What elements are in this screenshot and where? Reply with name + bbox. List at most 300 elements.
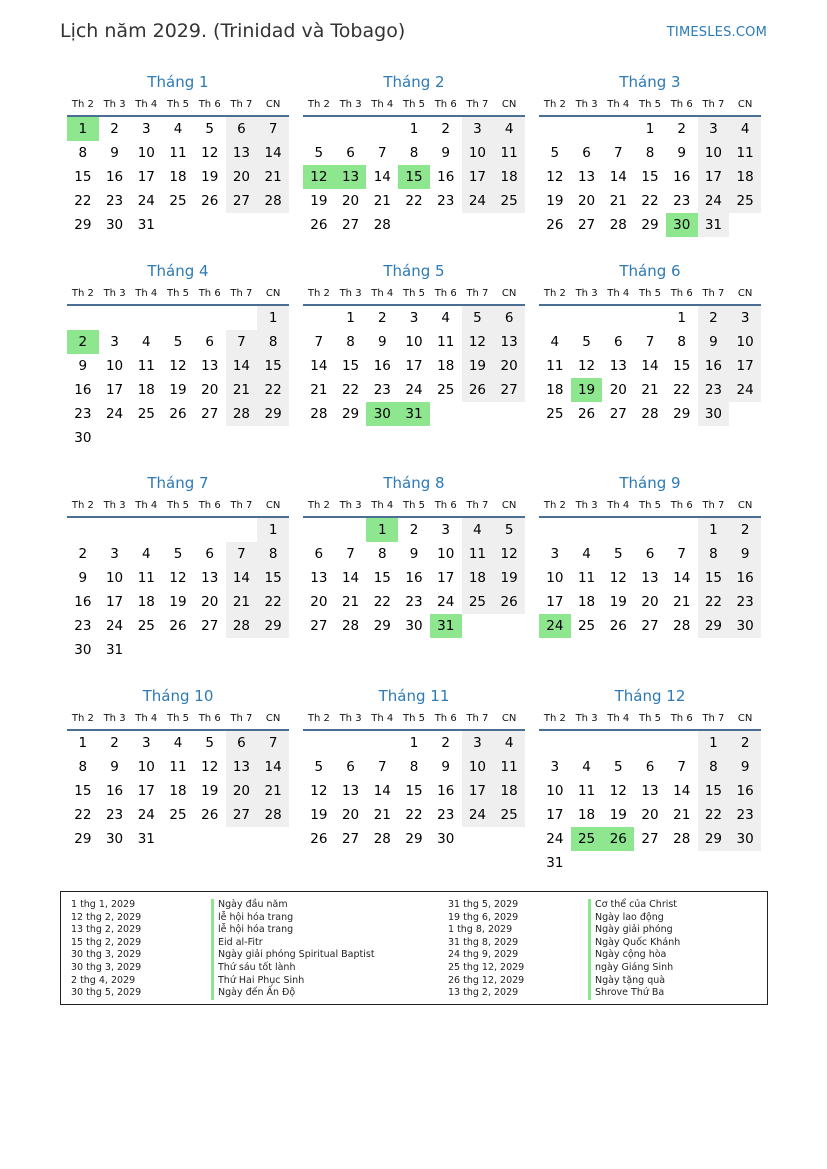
- weekday-label: Th 7: [702, 99, 725, 110]
- day-cell: 10: [462, 755, 494, 779]
- day-cell: 26: [201, 193, 219, 209]
- empty-cell: [602, 306, 634, 330]
- day-cell: 12: [493, 542, 525, 566]
- empty-cell: [634, 518, 666, 542]
- day-cell: 19: [310, 807, 328, 823]
- day-cell: 15: [405, 783, 423, 799]
- day-cell: 1: [645, 121, 655, 137]
- legend-holiday-name: Ngày giải phóng: [588, 924, 673, 937]
- day-cell: 4: [173, 735, 183, 751]
- weekday-label: Th 5: [638, 713, 661, 724]
- day-cell: 13: [226, 755, 258, 779]
- day-cell: 2: [729, 518, 761, 542]
- day-cell: 25: [493, 803, 525, 827]
- day-cell: 6: [645, 759, 655, 775]
- day-cell: 7: [226, 542, 258, 566]
- day-cell: 4: [462, 518, 494, 542]
- day-cell: 7: [645, 334, 655, 350]
- day-cell: 15: [641, 169, 659, 185]
- day-cell: 30: [105, 831, 124, 847]
- day-cell: 6: [645, 546, 655, 562]
- day-cell: 7: [314, 334, 324, 350]
- empty-cell: [602, 518, 634, 542]
- legend-holiday-name: Ngày đến Ấn Độ: [211, 987, 295, 1000]
- month-title: Tháng 12: [614, 687, 686, 705]
- day-cell: 25: [729, 189, 761, 213]
- day-cell: 26: [609, 618, 627, 634]
- month-block: [539, 684, 761, 875]
- empty-cell: [303, 518, 335, 542]
- weekday-header: [303, 283, 525, 306]
- legend-date: 1 thg 8, 2029: [448, 924, 513, 936]
- day-cell: 4: [582, 759, 591, 775]
- weekday-label: CN: [501, 288, 517, 299]
- day-cell: 26: [201, 807, 219, 823]
- legend-date: 2 thg 4, 2029: [71, 974, 136, 986]
- day-cell: 3: [550, 759, 560, 775]
- empty-cell: [539, 117, 571, 141]
- day-cell: 27: [493, 378, 525, 402]
- empty-cell: [194, 306, 226, 330]
- weekday-label: Th 5: [402, 288, 425, 299]
- day-cell: 25: [546, 406, 564, 422]
- day-cell: 7: [226, 330, 258, 354]
- legend-date: 25 thg 12, 2029: [448, 961, 525, 973]
- legend-holiday-name: Cơ thể của Christ: [588, 899, 677, 912]
- day-cell: 28: [257, 803, 289, 827]
- holiday-day: 31: [430, 614, 462, 638]
- day-grid: [67, 518, 289, 662]
- day-cell: 16: [373, 358, 391, 374]
- day-cell: 14: [673, 783, 691, 799]
- month-block: [539, 70, 761, 237]
- empty-cell: [571, 117, 603, 141]
- day-cell: 14: [673, 570, 691, 586]
- day-cell: 7: [677, 546, 686, 562]
- day-cell: 28: [673, 618, 691, 634]
- weekday-header: [539, 495, 761, 518]
- day-cell: 20: [641, 807, 659, 823]
- empty-cell: [303, 731, 335, 755]
- day-cell: 12: [169, 570, 187, 586]
- site-link[interactable]: TIMESLES.COM: [666, 25, 767, 40]
- weekday-label: Th 6: [198, 713, 221, 724]
- weekday-label: Th 6: [670, 713, 693, 724]
- day-cell: 9: [409, 546, 419, 562]
- day-cell: 27: [201, 406, 219, 422]
- legend-holiday-name: Shrove Thứ Ba: [588, 987, 664, 1000]
- month-title: Tháng 7: [147, 474, 209, 492]
- weekday-label: Th 5: [638, 500, 661, 511]
- day-cell: 6: [205, 546, 214, 562]
- weekday-header: [539, 94, 761, 117]
- weekday-label: Th 4: [135, 500, 158, 511]
- day-cell: 31: [546, 855, 564, 871]
- weekday-label: CN: [737, 713, 753, 724]
- day-cell: 2: [677, 121, 686, 137]
- weekday-label: Th 6: [198, 288, 221, 299]
- day-cell: 4: [173, 121, 183, 137]
- empty-cell: [335, 117, 367, 141]
- weekday-label: CN: [265, 713, 281, 724]
- legend-holiday-name: lễ hội hóa trang: [211, 924, 293, 937]
- month-title: Tháng 6: [619, 262, 681, 280]
- day-cell: 20: [609, 382, 627, 398]
- day-cell: 15: [74, 169, 92, 185]
- weekday-label: Th 5: [638, 99, 661, 110]
- day-cell: 20: [493, 354, 525, 378]
- legend-item: [71, 987, 375, 1000]
- weekday-header: [303, 495, 525, 518]
- day-cell: 8: [78, 145, 88, 161]
- day-cell: 21: [341, 594, 360, 610]
- day-cell: 1: [257, 306, 289, 330]
- day-cell: 17: [462, 779, 494, 803]
- day-cell: 18: [462, 566, 494, 590]
- day-cell: 25: [437, 382, 455, 398]
- weekday-label: Th 7: [466, 713, 489, 724]
- empty-cell: [194, 518, 226, 542]
- empty-cell: [99, 306, 131, 330]
- day-cell: 28: [373, 217, 391, 233]
- day-cell: 11: [169, 145, 187, 161]
- weekday-label: Th 6: [670, 500, 693, 511]
- day-cell: 28: [341, 618, 360, 634]
- day-cell: 19: [546, 193, 564, 209]
- day-cell: 19: [609, 807, 627, 823]
- day-cell: 20: [226, 165, 258, 189]
- day-cell: 2: [110, 121, 119, 137]
- day-cell: 10: [729, 330, 761, 354]
- empty-cell: [99, 518, 131, 542]
- legend-holiday-name: ngày Giáng Sinh: [588, 962, 673, 975]
- day-cell: 14: [641, 358, 659, 374]
- day-cell: 8: [377, 546, 387, 562]
- weekday-label: Th 3: [339, 99, 362, 110]
- day-cell: 12: [310, 783, 328, 799]
- day-cell: 11: [577, 783, 596, 799]
- weekday-label: Th 3: [575, 288, 598, 299]
- day-cell: 14: [609, 169, 627, 185]
- day-cell: 17: [546, 807, 564, 823]
- day-cell: 16: [698, 354, 730, 378]
- day-cell: 13: [310, 570, 328, 586]
- day-cell: 6: [314, 546, 324, 562]
- day-cell: 12: [201, 145, 219, 161]
- day-cell: 11: [137, 358, 155, 374]
- empty-cell: [634, 306, 666, 330]
- day-cell: 8: [677, 334, 686, 350]
- day-cell: 16: [437, 169, 455, 185]
- day-cell: 2: [441, 735, 450, 751]
- day-cell: 29: [74, 831, 92, 847]
- legend-holiday-name: Thứ Hai Phục Sinh: [211, 975, 304, 988]
- day-cell: 15: [698, 566, 730, 590]
- day-cell: 15: [257, 354, 289, 378]
- empty-cell: [162, 306, 194, 330]
- weekday-label: Th 7: [702, 500, 725, 511]
- legend-item: [71, 975, 375, 988]
- day-cell: 30: [437, 831, 455, 847]
- day-cell: 4: [550, 334, 560, 350]
- month-block: [303, 70, 525, 237]
- weekday-label: Th 3: [339, 288, 362, 299]
- day-cell: 4: [141, 546, 151, 562]
- day-cell: 15: [673, 358, 691, 374]
- legend-holiday-name: Ngày lao động: [588, 912, 664, 925]
- day-cell: 5: [173, 546, 183, 562]
- day-cell: 19: [201, 169, 219, 185]
- weekday-label: Th 2: [307, 99, 330, 110]
- day-cell: 5: [314, 759, 324, 775]
- day-cell: 30: [105, 217, 124, 233]
- day-cell: 12: [201, 759, 219, 775]
- day-cell: 4: [729, 117, 761, 141]
- legend-item: [71, 899, 375, 912]
- weekday-label: CN: [737, 500, 753, 511]
- day-cell: 6: [613, 334, 623, 350]
- day-cell: 18: [577, 807, 596, 823]
- day-cell: 22: [698, 803, 730, 827]
- day-cell: 22: [405, 807, 423, 823]
- day-cell: 23: [673, 193, 691, 209]
- day-cell: 29: [698, 827, 730, 851]
- empty-cell: [226, 518, 258, 542]
- day-cell: 7: [257, 117, 289, 141]
- day-cell: 26: [169, 406, 187, 422]
- day-cell: 1: [346, 310, 355, 326]
- day-cell: 23: [437, 193, 455, 209]
- day-cell: 31: [698, 213, 730, 237]
- day-cell: 2: [441, 121, 450, 137]
- day-cell: 27: [226, 803, 258, 827]
- day-grid: [539, 518, 761, 638]
- month-title: Tháng 2: [383, 73, 445, 91]
- weekday-label: Th 3: [103, 500, 126, 511]
- day-cell: 17: [729, 354, 761, 378]
- day-cell: 30: [698, 402, 730, 426]
- day-cell: 11: [137, 570, 155, 586]
- legend-item: [448, 924, 680, 937]
- day-cell: 5: [613, 759, 623, 775]
- weekday-label: Th 4: [371, 288, 394, 299]
- day-cell: 10: [462, 141, 494, 165]
- month-block: [303, 684, 525, 851]
- weekday-label: Th 7: [230, 288, 253, 299]
- legend-date: 19 thg 6, 2029: [448, 911, 519, 923]
- day-cell: 23: [729, 590, 761, 614]
- legend-holiday-name: Ngày cộng hòa: [588, 949, 666, 962]
- day-grid: [303, 117, 525, 237]
- weekday-label: Th 4: [607, 713, 630, 724]
- day-cell: 2: [78, 546, 88, 562]
- day-cell: 17: [462, 165, 494, 189]
- day-cell: 10: [137, 759, 155, 775]
- day-cell: 23: [74, 406, 92, 422]
- day-cell: 21: [226, 590, 258, 614]
- weekday-label: Th 4: [607, 500, 630, 511]
- day-cell: 29: [373, 618, 391, 634]
- weekday-header: [303, 94, 525, 117]
- day-cell: 15: [698, 779, 730, 803]
- empty-cell: [666, 518, 698, 542]
- day-cell: 13: [226, 141, 258, 165]
- day-cell: 22: [405, 193, 423, 209]
- day-cell: 15: [341, 358, 360, 374]
- day-cell: 28: [226, 402, 258, 426]
- legend-date: 31 thg 8, 2029: [448, 936, 519, 948]
- day-cell: 13: [201, 358, 219, 374]
- day-cell: 25: [462, 590, 494, 614]
- month-block: [67, 471, 289, 662]
- weekday-label: Th 5: [638, 288, 661, 299]
- day-cell: 19: [493, 566, 525, 590]
- day-cell: 29: [257, 402, 289, 426]
- day-cell: 7: [346, 546, 355, 562]
- day-cell: 27: [641, 618, 659, 634]
- empty-cell: [571, 518, 603, 542]
- day-cell: 27: [341, 217, 360, 233]
- day-cell: 18: [169, 783, 187, 799]
- day-cell: 28: [641, 406, 659, 422]
- holiday-day: 12: [303, 165, 335, 189]
- day-cell: 5: [613, 546, 623, 562]
- month-title: Tháng 1: [147, 73, 209, 91]
- day-cell: 23: [373, 382, 391, 398]
- day-cell: 27: [310, 618, 328, 634]
- empty-cell: [666, 731, 698, 755]
- day-cell: 3: [729, 306, 761, 330]
- day-cell: 28: [673, 831, 691, 847]
- day-cell: 25: [169, 193, 187, 209]
- day-cell: 14: [373, 169, 391, 185]
- day-cell: 8: [346, 334, 355, 350]
- day-cell: 17: [137, 783, 155, 799]
- weekday-header: [67, 495, 289, 518]
- holiday-day: 30: [366, 402, 398, 426]
- day-cell: 11: [729, 141, 761, 165]
- empty-cell: [634, 731, 666, 755]
- day-grid: [303, 306, 525, 426]
- day-cell: 9: [377, 334, 387, 350]
- day-cell: 6: [346, 759, 355, 775]
- legend-item: [71, 949, 375, 962]
- empty-cell: [366, 731, 398, 755]
- weekday-label: Th 2: [307, 500, 330, 511]
- day-cell: 13: [641, 570, 659, 586]
- day-cell: 16: [105, 783, 124, 799]
- holiday-day: 24: [539, 614, 571, 638]
- weekday-label: Th 6: [434, 99, 457, 110]
- empty-cell: [571, 306, 603, 330]
- day-grid: [67, 117, 289, 237]
- weekday-label: Th 6: [198, 500, 221, 511]
- day-cell: 6: [226, 731, 258, 755]
- weekday-label: Th 5: [166, 288, 189, 299]
- day-cell: 9: [677, 145, 686, 161]
- day-cell: 3: [698, 117, 730, 141]
- month-block: [67, 70, 289, 237]
- day-cell: 14: [373, 783, 391, 799]
- empty-cell: [539, 731, 571, 755]
- weekday-label: Th 5: [402, 713, 425, 724]
- day-cell: 19: [609, 594, 627, 610]
- day-cell: 19: [201, 783, 219, 799]
- day-cell: 10: [437, 546, 455, 562]
- day-cell: 8: [257, 330, 289, 354]
- weekday-label: Th 7: [702, 288, 725, 299]
- legend-column-left: [71, 899, 375, 1000]
- weekday-label: CN: [737, 99, 753, 110]
- weekday-header: [539, 283, 761, 306]
- day-cell: 14: [257, 141, 289, 165]
- day-cell: 20: [341, 807, 360, 823]
- day-cell: 14: [341, 570, 360, 586]
- empty-cell: [366, 117, 398, 141]
- weekday-label: Th 2: [543, 288, 566, 299]
- weekday-label: Th 7: [230, 500, 253, 511]
- day-cell: 13: [201, 570, 219, 586]
- day-cell: 21: [257, 165, 289, 189]
- holiday-day: 1: [67, 117, 99, 141]
- day-cell: 3: [462, 117, 494, 141]
- day-grid: [303, 518, 525, 638]
- day-cell: 3: [110, 546, 119, 562]
- day-cell: 1: [257, 518, 289, 542]
- day-cell: 18: [493, 165, 525, 189]
- day-cell: 21: [310, 382, 328, 398]
- day-cell: 19: [169, 382, 187, 398]
- day-cell: 19: [462, 354, 494, 378]
- day-cell: 24: [137, 193, 155, 209]
- legend-item: [448, 937, 680, 950]
- weekday-label: Th 3: [103, 713, 126, 724]
- day-cell: 24: [546, 831, 564, 847]
- day-cell: 27: [201, 618, 219, 634]
- weekday-label: Th 2: [71, 500, 94, 511]
- day-cell: 15: [257, 566, 289, 590]
- day-cell: 21: [641, 382, 659, 398]
- weekday-label: Th 4: [371, 713, 394, 724]
- day-cell: 23: [437, 807, 455, 823]
- day-cell: 6: [346, 145, 355, 161]
- day-cell: 26: [493, 590, 525, 614]
- day-cell: 18: [729, 165, 761, 189]
- day-cell: 9: [729, 755, 761, 779]
- legend-holiday-name: Ngày giải phóng Spiritual Baptist: [211, 949, 375, 962]
- day-cell: 21: [373, 807, 391, 823]
- day-cell: 27: [577, 217, 596, 233]
- weekday-label: Th 7: [466, 288, 489, 299]
- day-cell: 29: [698, 614, 730, 638]
- day-cell: 22: [74, 193, 92, 209]
- day-cell: 1: [677, 310, 686, 326]
- day-cell: 15: [373, 570, 391, 586]
- weekday-label: Th 3: [575, 99, 598, 110]
- weekday-label: CN: [501, 99, 517, 110]
- day-cell: 11: [462, 542, 494, 566]
- empty-cell: [602, 731, 634, 755]
- legend-date: 26 thg 12, 2029: [448, 974, 525, 986]
- day-cell: 26: [310, 217, 328, 233]
- day-cell: 9: [110, 759, 119, 775]
- day-cell: 26: [577, 406, 596, 422]
- day-cell: 12: [546, 169, 564, 185]
- holiday-day: 15: [398, 165, 430, 189]
- day-cell: 27: [226, 189, 258, 213]
- day-cell: 17: [546, 594, 564, 610]
- day-cell: 20: [201, 594, 219, 610]
